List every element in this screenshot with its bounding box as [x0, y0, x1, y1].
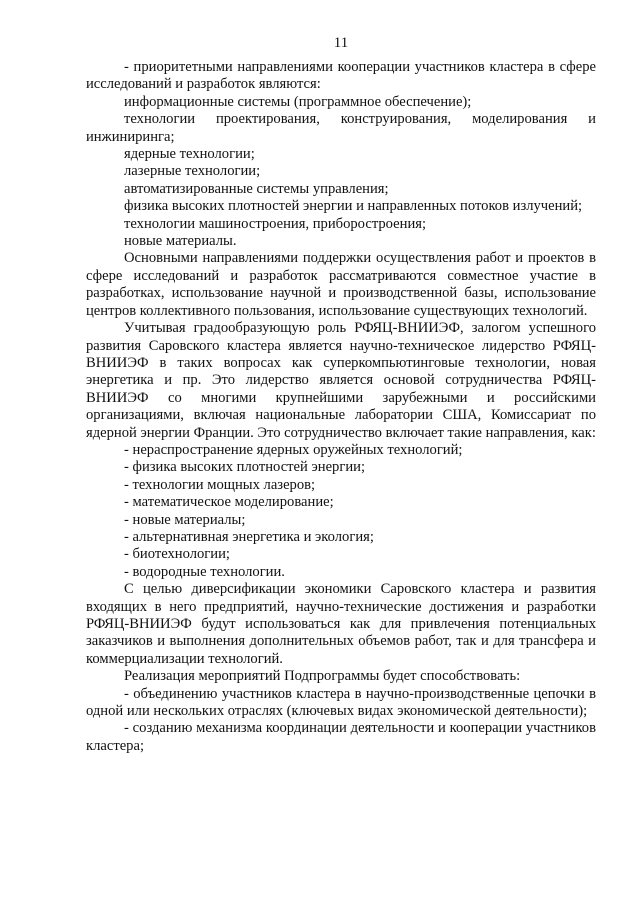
paragraph: Основными направлениями поддержки осуществления работ и проектов в сфере исследований и разработок рассматриваются совместное участие в разработках, использование научной и производственной базы, использование центров коллективного пользования, использование существующих технологий.: [86, 250, 596, 319]
list-item: новые материалы.: [124, 233, 237, 250]
paragraph: С целью диверсификации экономики Саровского кластера и развития входящих в него предприятий, научно-технические достижения и разработки РФЯЦ-ВНИИЭФ будут использоваться как для привлечения потенциальных заказчиков и выполнения дополнительных объемов работ, так и для трансфера и коммерциализации технологий.: [86, 581, 596, 667]
list-item: ядерные технологии;: [124, 146, 255, 163]
list-item: - биотехнологии;: [124, 546, 230, 563]
list-item: - математическое моделирование;: [124, 494, 334, 511]
list-item: - нераспространение ядерных оружейных технологий;: [124, 441, 463, 458]
list-item: технологии машиностроения, приборостроения;: [124, 215, 427, 232]
paragraph: Учитывая градообразующую роль РФЯЦ-ВНИИЭФ, залогом успешного развития Саровского кластера является научно-техническое лидерство РФЯЦ-ВНИИЭФ в таких вопросах как суперкомпьютинговые технологии, новая энергетика и пр. Это лидерство является основой сотрудничества РФЯЦ-ВНИИЭФ со многими крупнейшими зарубежными и российскими организациями, включая национальные лаборатории США, Комиссариат по ядерной энергии Франции. Это сотрудничество включает такие направления, как:: [86, 320, 596, 441]
list-item: - новые материалы;: [124, 511, 246, 528]
list-item: - альтернативная энергетика и экология;: [124, 528, 374, 545]
list-item: лазерные технологии;: [124, 163, 261, 180]
list-item: - водородные технологии.: [124, 563, 285, 580]
list-item: - технологии мощных лазеров;: [124, 476, 316, 493]
page-number: 11: [333, 35, 349, 51]
list-item: технологии проектирования, конструирования, моделирования и инжиниринга;: [86, 111, 596, 145]
paragraph: - приоритетными направлениями кооперации участников кластера в сфере исследований и разработок являются:: [86, 59, 596, 93]
list-item: - созданию механизма координации деятельности и кооперации участников кластера;: [86, 720, 596, 754]
list-item: автоматизированные системы управления;: [124, 180, 389, 197]
document-page: [86, 34, 596, 755]
list-item: информационные системы (программное обеспечение);: [124, 93, 472, 110]
list-item: - физика высоких плотностей энергии;: [124, 459, 366, 476]
list-item: физика высоких плотностей энергии и направленных потоков излучений;: [124, 198, 583, 215]
document-body: [86, 59, 596, 755]
list-item: - объединению участников кластера в научно-производственные цепочки в одной или нескольких отраслях (ключевых видах экономической деятельности);: [86, 685, 596, 720]
paragraph: Реализация мероприятий Подпрограммы будет способствовать:: [124, 668, 521, 685]
